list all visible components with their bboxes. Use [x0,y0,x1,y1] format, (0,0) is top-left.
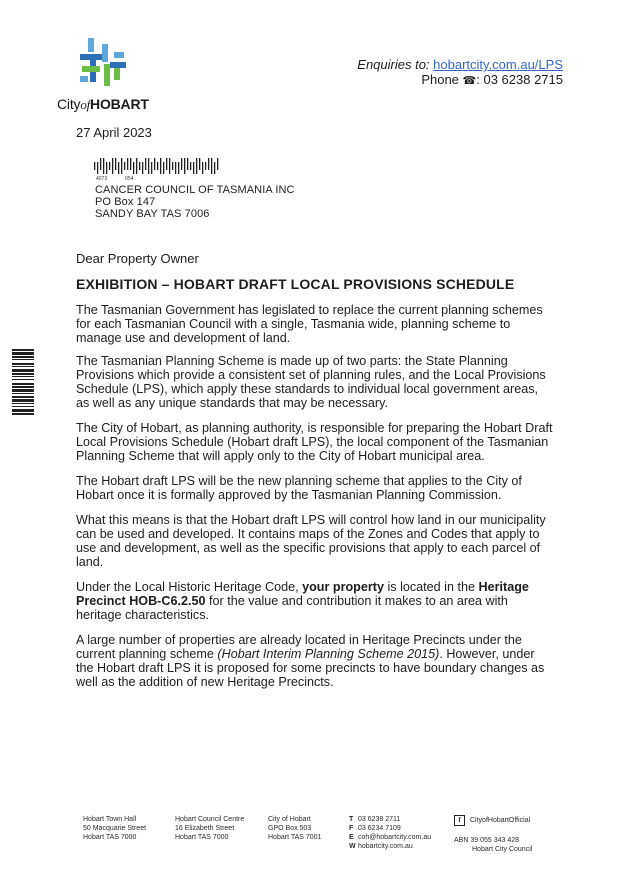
logo-hobart: HOBART [90,96,149,112]
recipient-address [95,184,295,220]
barcode-bar [12,393,34,394]
barcode-bar [133,162,134,174]
barcode-bar [115,158,116,170]
barcode-bar [175,162,176,174]
address-line: PO Box 147 [95,196,156,208]
phone-number: 03 6238 2715 [483,72,563,87]
telephone-icon: ☎ [462,75,477,87]
barcode-bar [12,373,34,375]
address-line: CANCER COUNCIL OF TASMANIA INC [95,184,295,196]
barcode-bar [166,158,167,170]
footer-council-centre: Hobart Council Centre 16 Elizabeth Street Hobart TAS 7000 [175,816,245,841]
paragraph-heritage: Under the Local Historic Heritage Code, your property is located in the Heritage Precinct HOB-C6.2.50 for the value and contribution it makes to an area with heritage characteristics. [76,580,529,622]
facebook-handle[interactable]: CityofHobartOfficial [470,817,531,824]
barcode-bar [172,162,173,170]
barcode-bar [130,158,131,170]
phone-label: Phone [421,72,459,87]
barcode-bar [145,158,146,170]
footer-website[interactable]: hobartcity.com.au [358,843,413,850]
letter-heading: EXHIBITION – HOBART DRAFT LOCAL PROVISIONS SCHEDULE [76,276,515,292]
barcode-bar [217,158,218,170]
salutation: Dear Property Owner [76,251,199,266]
barcode-bar [12,406,34,407]
barcode-bar [184,158,185,174]
barcode-bar [12,349,34,351]
enquiries-block: Enquiries to: hobartcity.com.au/LPS Phone ☎: 03 6238 2715 [357,57,563,87]
footer-contact: T 03 6238 2711 F 03 6234 7109 E coh@hobartcity.com.au W hobartcity.com.au [349,816,432,850]
barcode-bar [136,158,137,174]
barcode-bar [139,162,140,170]
barcode-bar [109,162,110,170]
facebook-icon: f [454,815,465,826]
footer-postal: City of Hobart GPO Box 503 Hobart TAS 7001 [268,816,322,841]
letter-date: 27 April 2023 [76,125,152,140]
barcode-bar [12,389,34,392]
barcode-bar [214,162,215,174]
paragraph: The Tasmanian Planning Scheme is made up of two parts: the State Planning Provisions which provide a consistent set of planning rules, and the Local Provisions Schedule (LPS), which apply these standards to individual local government areas, as well as any unique standards that may be necessary. [76,354,546,410]
barcode-bar [12,383,34,385]
barcode-bar [178,162,179,174]
barcode-bar [12,396,34,398]
barcode-bar [12,352,34,355]
footer-phone: 03 6238 2711 [358,816,401,823]
barcode-bar [196,158,197,174]
scheme-name: (Hobart Interim Planning Scheme 2015) [217,647,440,661]
barcode-bar [103,158,104,174]
barcode-bar [12,359,34,360]
barcode-bar [190,162,191,170]
barcode-bar [124,162,125,170]
barcode-bar [12,403,34,404]
footer-fax: 03 6234 7109 [358,825,401,832]
barcode-bar [160,158,161,174]
abn-name: Hobart City Council [472,846,533,853]
footer-social [454,815,532,854]
barcode-bar [12,356,34,358]
city-of-hobart-logo-icon [78,38,130,88]
barcode-bar [94,162,95,170]
barcode-bar [211,158,212,174]
footer-email[interactable]: coh@hobartcity.com.au [358,834,432,841]
barcode-bar [205,162,206,170]
barcode-bar [12,363,34,365]
paragraph: The City of Hobart, as planning authority, is responsible for preparing the Hobart Draft Local Provisions Schedule (Hobart draft LPS), the local component of the Tasmanian Planning Scheme that will apply only to the City of Hobart municipal area. [76,421,553,463]
barcode-bar [148,158,149,174]
address-line: SANDY BAY TAS 7006 [95,208,210,220]
heritage-precinct-id: Heritage Precinct HOB-C6.2.50 [76,580,529,608]
barcode-bar [187,158,188,170]
abn: ABN 39 055 343 428 [454,837,519,844]
paragraph: What this means is that the Hobart draft LPS will control how land in our municipality can be used and developed. It contains maps of the Zones and Codes that apply to use and development, as well as the specific provisions that apply to each parcel of land. [76,513,546,569]
barcode-bar [12,366,34,367]
paragraph: The Hobart draft LPS will be the new planning scheme that applies to the City of Hobart once it is formally approved by the Tasmanian Planning Commission. [76,474,522,502]
postal-barcode [94,158,224,174]
paragraph: The Tasmanian Government has legislated to replace the current planning schemes for each Tasmanian Council with a single, Tasmania wide, planning scheme to manage use and development of land. [76,303,543,345]
barcode-numbers [96,176,151,182]
enquiries-label: Enquiries to: [357,57,430,72]
barcode-bar [142,162,143,174]
side-barcode [12,349,34,467]
barcode-bar [12,376,34,377]
barcode-bar [193,162,194,174]
footer-town-hall: Hobart Town Hall 50 Macquarie Street Hobart TAS 7000 [83,816,147,841]
barcode-bar [154,158,155,170]
barcode-bar [127,158,128,170]
barcode-bar [121,158,122,174]
barcode-bar [12,369,34,372]
barcode-bar [12,379,34,380]
barcode-number: 4073 [96,176,108,182]
barcode-bar [157,162,158,170]
barcode-bar [199,158,200,170]
letter-body [76,303,554,700]
barcode-number: 054 [125,176,134,182]
enquiries-link[interactable]: hobartcity.com.au/LPS [433,57,563,72]
barcode-bar [202,162,203,174]
barcode-bar [97,162,98,174]
paragraph-precincts: A large number of properties are already located in Heritage Precincts under the current planning scheme (Hobart Interim Planning Scheme 2015). However, under the Hobart draft LPS it is proposed for some precincts to have boundary changes as well as the addition of new Heritage Precincts. [76,633,545,689]
logo-wordmark [57,96,149,113]
logo-city: City [57,96,81,112]
barcode-bar [100,158,101,170]
barcode-bar [151,162,152,174]
barcode-bar [12,409,34,412]
barcode-bar [169,158,170,174]
barcode-bar [12,413,34,415]
barcode-bar [163,162,164,174]
barcode-bar [118,162,119,174]
your-property: your property [302,580,384,594]
barcode-bar [106,162,107,174]
barcode-bar [12,399,34,402]
barcode-bar [181,158,182,170]
barcode-bar [112,158,113,174]
logo-of: of [80,97,91,112]
barcode-bar [12,386,34,388]
barcode-bar [208,158,209,170]
